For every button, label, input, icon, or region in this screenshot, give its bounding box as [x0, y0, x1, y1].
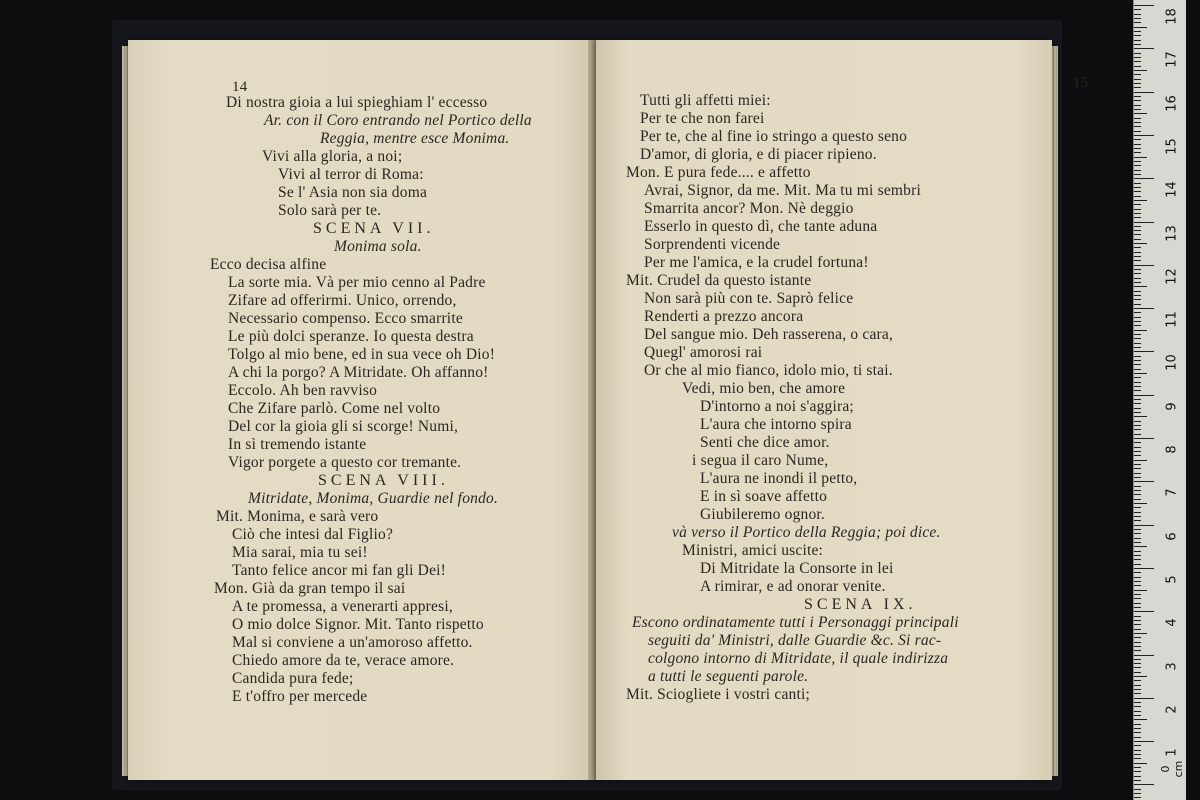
text-line: Mit. Crudel da questo istante	[626, 272, 812, 289]
ruler-tick	[1134, 53, 1141, 54]
ruler-number: 1	[1164, 748, 1180, 757]
ruler-tick	[1134, 577, 1141, 578]
ruler-tick	[1134, 308, 1154, 309]
ruler-tick	[1134, 299, 1141, 300]
text-line: Del cor la gioia gli si scorge! Numi,	[228, 418, 459, 435]
ruler-number: 2	[1164, 705, 1180, 714]
ruler-tick	[1134, 598, 1141, 599]
ruler-tick	[1134, 507, 1141, 508]
ruler-tick	[1134, 650, 1141, 651]
text-line: O mio dolce Signor. Mit. Tanto rispetto	[232, 616, 484, 633]
ruler-tick	[1134, 122, 1141, 123]
ruler-tick	[1134, 607, 1141, 608]
text-line: Mal si conviene a un'amoroso affetto.	[232, 634, 473, 651]
text-line: Mit. Monima, e sarà vero	[216, 508, 379, 525]
ruler-tick	[1134, 377, 1141, 378]
ruler-tick	[1134, 295, 1141, 296]
text-line: In sì tremendo istante	[228, 436, 367, 453]
text-line: A te promessa, a venerarti appresi,	[232, 598, 453, 615]
right-page-text	[596, 40, 1089, 780]
text-line: Non sarà più con te. Saprò felice	[644, 290, 854, 307]
ruler-tick	[1134, 269, 1141, 270]
text-line: Smarrita ancor? Mon. Nè deggio	[644, 200, 854, 217]
ruler-tick	[1134, 57, 1141, 58]
scene-heading: SCENA VIII.	[318, 472, 449, 489]
ruler-tick	[1134, 170, 1141, 171]
ruler-tick	[1134, 312, 1141, 313]
ruler-tick	[1134, 291, 1141, 292]
ruler-tick	[1134, 230, 1141, 231]
ruler-tick	[1134, 22, 1141, 23]
ruler-tick	[1134, 347, 1141, 348]
ruler-tick	[1134, 529, 1141, 530]
ruler-tick	[1134, 35, 1141, 36]
ruler-number: 6	[1164, 531, 1180, 541]
ruler-tick	[1134, 213, 1141, 214]
ruler-tick	[1134, 44, 1141, 45]
ruler-tick	[1134, 265, 1154, 266]
ruler-tick	[1134, 161, 1141, 162]
ruler-tick	[1134, 325, 1141, 326]
ruler-number: 3	[1164, 661, 1180, 671]
text-line: Vivi alla gloria, a noi;	[262, 148, 403, 165]
text-line: Mon. Già da gran tempo il sai	[214, 580, 406, 597]
text-line: Tolgo al mio bene, ed in sua vece oh Dio!	[228, 346, 496, 363]
ruler-number: 13	[1164, 224, 1180, 242]
text-line: Mia sarai, mia tu sei!	[232, 544, 368, 561]
text-line: Le più dolci speranze. Io questa destra	[228, 328, 474, 345]
ruler-tick	[1134, 745, 1141, 746]
ruler-tick	[1134, 126, 1141, 127]
ruler-tick	[1134, 767, 1141, 768]
text-line: Ecco decisa alfine	[210, 256, 327, 273]
scene-heading: SCENA IX.	[804, 596, 917, 613]
ruler-tick	[1134, 204, 1141, 205]
text-line: Di nostra gioia a lui spieghiam l' eccesso	[226, 94, 488, 111]
ruler-number: 18	[1164, 8, 1180, 25]
ruler-tick	[1134, 473, 1141, 474]
text-line: Ciò che intesi dal Figlio?	[232, 526, 394, 543]
ruler-tick	[1134, 776, 1141, 777]
text-line: Chiedo amore da te, verace amore.	[232, 652, 455, 669]
ruler-tick	[1134, 135, 1154, 136]
ruler-tick	[1134, 369, 1141, 370]
ruler-tick	[1134, 672, 1141, 673]
ruler-tick	[1134, 724, 1141, 725]
ruler-tick	[1134, 637, 1141, 638]
ruler-tick	[1134, 273, 1141, 274]
ruler-tick	[1134, 247, 1141, 248]
ruler-tick	[1134, 412, 1141, 413]
ruler-tick	[1134, 425, 1141, 426]
ruler-tick	[1134, 442, 1141, 443]
ruler-tick	[1134, 555, 1141, 556]
ruler-tick	[1134, 429, 1141, 430]
ruler-tick	[1134, 174, 1141, 175]
ruler-tick	[1134, 754, 1141, 755]
stage-direction: Reggia, mentre esce Monima.	[320, 130, 510, 147]
ruler-tick	[1134, 183, 1141, 184]
ruler-tick	[1134, 546, 1147, 547]
ruler-tick	[1134, 87, 1141, 88]
ruler-tick	[1134, 698, 1154, 699]
ruler-number: 9	[1164, 402, 1180, 411]
ruler-tick	[1134, 732, 1141, 733]
ruler-tick	[1134, 499, 1141, 500]
text-line: Di Mitridate la Consorte in lei	[700, 560, 894, 577]
ruler-tick	[1134, 685, 1141, 686]
text-line: Se l' Asia non sia doma	[278, 184, 428, 201]
ruler-tick	[1134, 728, 1141, 729]
ruler-tick	[1134, 797, 1141, 798]
aria-line: i segua il caro Nume,	[692, 452, 829, 469]
ruler-tick	[1134, 512, 1141, 513]
ruler-tick	[1134, 61, 1141, 62]
stage-direction: seguiti da' Ministri, dalle Guardie &c. Si rac-	[648, 632, 942, 649]
ruler-tick	[1134, 96, 1141, 97]
text-line: Mit. Sciogliete i vostri canti;	[626, 686, 810, 703]
text-line: Esserlo in questo dì, che tante aduna	[644, 218, 878, 235]
ruler-number: 12	[1164, 268, 1180, 285]
ruler-tick	[1134, 373, 1147, 374]
ruler-unit-label: 0 cm	[1159, 760, 1185, 778]
ruler-tick	[1134, 525, 1154, 526]
scene-characters: Mitridate, Monima, Guardie nel fondo.	[248, 490, 499, 507]
ruler-tick	[1134, 139, 1141, 140]
ruler-tick	[1134, 5, 1154, 6]
aria-line: L'aura che intorno spira	[700, 416, 852, 433]
ruler-tick	[1134, 460, 1147, 461]
aria-line: Giubileremo ognor.	[700, 506, 825, 523]
ruler-tick	[1134, 771, 1141, 772]
ruler-tick	[1134, 486, 1141, 487]
ruler-tick	[1134, 642, 1141, 643]
ruler-tick	[1134, 187, 1141, 188]
ruler-tick	[1134, 256, 1141, 257]
ruler-tick	[1134, 382, 1141, 383]
ruler-tick	[1134, 715, 1141, 716]
ruler-tick	[1134, 516, 1141, 517]
ruler-tick	[1134, 581, 1141, 582]
ruler-tick	[1134, 330, 1147, 331]
ruler-tick	[1134, 434, 1141, 435]
stage-direction: và verso il Portico della Reggia; poi dice.	[672, 524, 941, 541]
ruler-tick	[1134, 100, 1141, 101]
ruler-number: 10	[1164, 354, 1180, 372]
ruler-tick	[1134, 780, 1141, 781]
text-line: Quegl' amorosi rai	[644, 344, 763, 361]
ruler-tick	[1134, 351, 1154, 352]
ruler-tick	[1134, 321, 1141, 322]
text-line: Candida pura fede;	[232, 670, 354, 687]
ruler-tick	[1134, 282, 1141, 283]
ruler-tick	[1134, 118, 1141, 119]
text-line: Zifare ad offerirmi. Unico, orrendo,	[228, 292, 457, 309]
ruler-tick	[1134, 27, 1147, 28]
ruler-tick	[1134, 568, 1154, 569]
ruler-tick	[1134, 611, 1154, 612]
ruler-tick	[1134, 131, 1141, 132]
scene-characters: Monima sola.	[334, 238, 422, 255]
ruler-tick	[1134, 226, 1141, 227]
ruler-tick	[1134, 395, 1154, 396]
ruler-number: 14	[1164, 181, 1180, 198]
stage-direction: colgono intorno di Mitridate, il quale indirizza	[648, 650, 949, 667]
scene-heading: SCENA VII.	[313, 220, 435, 237]
ruler-tick	[1134, 464, 1141, 465]
ruler-tick	[1134, 438, 1154, 439]
text-line: Solo sarà per te.	[278, 202, 382, 219]
ruler-tick	[1134, 572, 1141, 573]
ruler-tick	[1134, 217, 1141, 218]
ruler-number: 17	[1164, 51, 1180, 69]
ruler-tick	[1134, 399, 1141, 400]
ruler-tick	[1134, 490, 1141, 491]
ruler-tick	[1134, 451, 1141, 452]
ruler-tick	[1134, 252, 1141, 253]
text-line: Or che al mio fianco, idolo mio, ti stai.	[644, 362, 893, 379]
ruler-tick	[1134, 390, 1141, 391]
ruler-tick	[1134, 559, 1141, 560]
ruler-tick	[1134, 83, 1141, 84]
text-line: Per te che non farei	[640, 110, 765, 127]
ruler-tick	[1134, 113, 1147, 114]
text-line: Tutti gli affetti miei:	[640, 92, 771, 109]
text-line: Che Zifare parlò. Come nel volto	[228, 400, 441, 417]
ruler-tick	[1134, 676, 1147, 677]
ruler-tick	[1134, 196, 1141, 197]
ruler-tick	[1134, 494, 1141, 495]
text-line: Avrai, Signor, da me. Mit. Ma tu mi sembri	[644, 182, 921, 199]
left-page-text	[128, 40, 598, 780]
ruler-tick	[1134, 564, 1141, 565]
ruler-tick	[1134, 693, 1141, 694]
ruler-tick	[1134, 343, 1141, 344]
ruler-number: 15	[1164, 138, 1180, 155]
ruler-tick	[1134, 243, 1147, 244]
ruler-tick	[1134, 689, 1141, 690]
ruler-tick	[1134, 706, 1141, 707]
aria-line: D'intorno a noi s'aggira;	[700, 398, 854, 415]
text-line: Mon. E pura fede.... e affetto	[626, 164, 811, 181]
text-line: A rimirar, e ad onorar venite.	[700, 578, 886, 595]
ruler-tick	[1134, 533, 1141, 534]
ruler-tick	[1134, 260, 1141, 261]
ruler-tick	[1134, 278, 1141, 279]
ruler-tick	[1134, 105, 1141, 106]
ruler-tick	[1134, 702, 1141, 703]
ruler-tick	[1134, 239, 1141, 240]
text-line: E t'offro per mercede	[232, 688, 368, 705]
ruler-number: 16	[1164, 94, 1180, 112]
ruler-tick	[1134, 542, 1141, 543]
stage-direction: a tutti le seguenti parole.	[648, 668, 809, 685]
ruler-tick	[1134, 403, 1141, 404]
ruler-tick	[1134, 9, 1141, 10]
ruler-number: 4	[1164, 618, 1180, 627]
ruler-tick	[1134, 680, 1141, 681]
ruler-tick	[1134, 784, 1154, 785]
text-line: Vivi al terror di Roma:	[278, 166, 424, 183]
ruler-tick	[1134, 416, 1147, 417]
ruler-tick	[1134, 741, 1154, 742]
ruler-tick	[1134, 477, 1141, 478]
ruler-tick	[1134, 40, 1141, 41]
ruler-number: 11	[1164, 311, 1180, 328]
ruler-tick	[1134, 66, 1141, 67]
page-number: 15	[1073, 75, 1089, 91]
ruler-tick	[1134, 360, 1141, 361]
ruler-tick	[1134, 338, 1141, 339]
ruler-tick	[1134, 763, 1147, 764]
aria-line: Senti che dice amor.	[700, 434, 830, 451]
ruler-tick	[1134, 468, 1141, 469]
ruler-tick	[1134, 538, 1141, 539]
ruler-tick	[1134, 590, 1147, 591]
ruler-tick	[1134, 624, 1141, 625]
ruler-tick	[1134, 585, 1141, 586]
ruler-tick	[1134, 789, 1141, 790]
aria-line: Vedi, mio ben, che amore	[682, 380, 846, 397]
open-book	[118, 26, 1089, 778]
ruler-tick	[1134, 481, 1154, 482]
ruler-tick	[1134, 655, 1154, 656]
ruler-tick	[1134, 286, 1147, 287]
ruler-tick	[1134, 148, 1141, 149]
text-line: Necessario compenso. Ecco smarrite	[228, 310, 463, 327]
ruler-tick	[1134, 408, 1141, 409]
ruler-tick	[1134, 200, 1147, 201]
ruler-tick	[1134, 750, 1141, 751]
ruler-tick	[1134, 633, 1147, 634]
ruler-tick	[1134, 191, 1141, 192]
ruler-tick	[1134, 620, 1141, 621]
ruler-tick	[1134, 79, 1141, 80]
ruler-tick	[1134, 70, 1147, 71]
ruler-tick	[1134, 447, 1141, 448]
left-page	[128, 40, 598, 780]
aria-line: L'aura ne inondi il petto,	[700, 470, 858, 487]
ruler-tick	[1134, 234, 1141, 235]
ruler-tick	[1134, 629, 1141, 630]
ruler-tick	[1134, 356, 1141, 357]
ruler-tick	[1134, 157, 1147, 158]
stage-direction: Escono ordinatamente tutti i Personaggi principali	[632, 614, 959, 631]
ruler-tick	[1134, 386, 1141, 387]
text-line: La sorte mia. Và per mio cenno al Padre	[228, 274, 486, 291]
ruler-tick	[1134, 421, 1141, 422]
ruler-tick	[1134, 603, 1141, 604]
ruler-tick	[1134, 719, 1147, 720]
text-line: Sorprendenti vicende	[644, 236, 781, 253]
stage-direction: Ar. con il Coro entrando nel Portico della	[264, 112, 532, 129]
ruler-tick	[1134, 659, 1141, 660]
text-line: Per te, che al fine io stringo a questo seno	[640, 128, 908, 145]
ruler-tick	[1134, 109, 1141, 110]
text-line: D'amor, di gloria, e di piacer ripieno.	[640, 146, 877, 163]
page-number: 14	[232, 79, 248, 95]
ruler-number: 7	[1164, 488, 1180, 497]
ruler-tick	[1134, 317, 1141, 318]
text-line: Eccolo. Ah ben ravviso	[228, 382, 378, 399]
text-line: Vigor porgete a questo cor tremante.	[228, 454, 462, 471]
ruler-tick	[1134, 711, 1141, 712]
text-line: Del sangue mio. Deh rasserena, o cara,	[644, 326, 894, 343]
text-line: Per me l'amica, e la crudel fortuna!	[644, 254, 869, 271]
ruler-tick	[1134, 646, 1141, 647]
ruler-tick	[1134, 18, 1141, 19]
ruler-tick	[1134, 364, 1141, 365]
text-line: Ministri, amici uscite:	[682, 542, 824, 559]
text-line: Renderti a prezzo ancora	[644, 308, 804, 325]
ruler-tick	[1134, 334, 1141, 335]
ruler-tick	[1134, 520, 1141, 521]
ruler-tick	[1134, 503, 1147, 504]
ruler-tick	[1134, 663, 1141, 664]
ruler-number: 5	[1164, 575, 1180, 584]
ruler-tick	[1134, 594, 1141, 595]
text-line: A chi la porgo? A Mitridate. Oh affanno!	[228, 364, 489, 381]
ruler-tick	[1134, 14, 1141, 15]
ruler-tick	[1134, 178, 1154, 179]
text-line: Tanto felice ancor mi fan gli Dei!	[232, 562, 447, 579]
ruler-tick	[1134, 209, 1141, 210]
ruler-tick	[1134, 737, 1141, 738]
ruler-tick	[1134, 793, 1141, 794]
ruler-tick	[1134, 455, 1141, 456]
ruler-tick	[1134, 616, 1141, 617]
ruler-number: 8	[1164, 445, 1180, 454]
ruler-tick	[1134, 144, 1141, 145]
ruler-tick	[1134, 667, 1141, 668]
measurement-ruler	[1133, 0, 1186, 800]
ruler-tick	[1134, 165, 1141, 166]
ruler-tick	[1134, 758, 1141, 759]
ruler-tick	[1134, 551, 1141, 552]
ruler-tick	[1134, 74, 1141, 75]
ruler-tick	[1134, 48, 1154, 49]
ruler-tick	[1134, 92, 1154, 93]
ruler-tick	[1134, 304, 1141, 305]
ruler-tick	[1134, 222, 1154, 223]
ruler-tick	[1134, 152, 1141, 153]
right-page	[596, 40, 1089, 780]
aria-line: E in sì soave affetto	[700, 488, 828, 505]
ruler-tick	[1134, 31, 1141, 32]
